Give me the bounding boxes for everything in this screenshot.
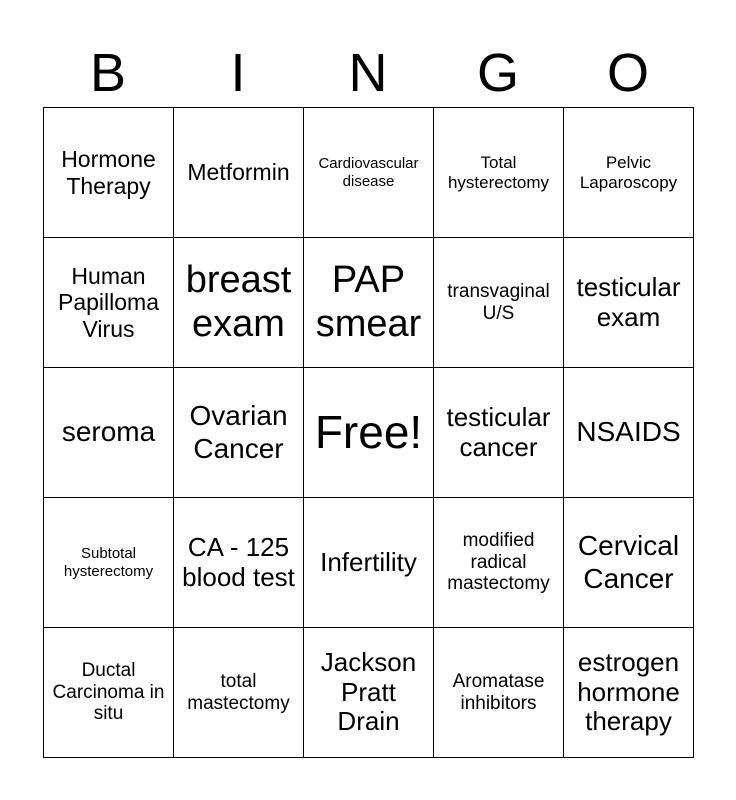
bingo-cell[interactable] xyxy=(434,108,564,238)
bingo-cell[interactable] xyxy=(44,498,174,628)
cell-label: CA - 125 blood test xyxy=(182,531,295,592)
bingo-cell[interactable] xyxy=(434,498,564,628)
cell-label: Pelvic Laparoscopy xyxy=(579,152,678,192)
cell-label: Free! xyxy=(314,406,423,459)
cell-label: Subtotal hysterectomy xyxy=(63,545,154,580)
bingo-cell[interactable] xyxy=(564,368,694,498)
bingo-cell[interactable] xyxy=(304,108,434,238)
cell-label: Ovarian Cancer xyxy=(189,400,288,464)
cell-label: Cardiovascular disease xyxy=(318,155,419,190)
bingo-cell[interactable] xyxy=(434,628,564,758)
header-letter-i: I xyxy=(230,43,246,103)
cell-label: breast exam xyxy=(185,258,292,345)
bingo-cell[interactable] xyxy=(174,108,304,238)
bingo-cell[interactable] xyxy=(564,238,694,368)
free-space-cell[interactable] xyxy=(304,368,434,498)
cell-label: Aromatase inhibitors xyxy=(452,670,545,714)
header-letter-n: N xyxy=(348,43,388,103)
bingo-header xyxy=(43,38,693,108)
bingo-cell[interactable] xyxy=(44,108,174,238)
cell-label: Hormone Therapy xyxy=(61,146,156,199)
header-letter-g: G xyxy=(476,43,519,103)
cell-label: Metformin xyxy=(187,159,290,186)
cell-label: estrogen hormone therapy xyxy=(577,646,680,737)
bingo-cell[interactable] xyxy=(564,108,694,238)
bingo-cell[interactable] xyxy=(174,238,304,368)
cell-label: seroma xyxy=(61,416,156,448)
bingo-cell[interactable] xyxy=(434,368,564,498)
bingo-cell[interactable] xyxy=(564,498,694,628)
bingo-grid xyxy=(43,107,694,758)
grid-row xyxy=(44,238,694,368)
bingo-cell[interactable] xyxy=(44,628,174,758)
bingo-cell[interactable] xyxy=(174,368,304,498)
cell-label: Jackson Pratt Drain xyxy=(320,646,417,737)
cell-label: Infertility xyxy=(320,546,417,577)
cell-label: transvaginal U/S xyxy=(447,280,550,324)
cell-label: testicular exam xyxy=(576,271,681,332)
header-letter-o: O xyxy=(606,43,649,103)
grid-row xyxy=(44,108,694,238)
cell-label: PAP smear xyxy=(315,258,422,345)
cell-label: Human Papilloma Virus xyxy=(58,262,159,342)
bingo-cell[interactable] xyxy=(304,498,434,628)
cell-label: NSAIDS xyxy=(576,416,681,448)
header-letter-b: B xyxy=(89,43,127,103)
cell-label: total mastectomy xyxy=(187,670,290,714)
bingo-cell[interactable] xyxy=(304,238,434,368)
cell-label: Ductal Carcinoma in situ xyxy=(52,659,165,725)
cell-label: testicular cancer xyxy=(446,401,551,462)
bingo-cell[interactable] xyxy=(44,238,174,368)
bingo-cell[interactable] xyxy=(304,628,434,758)
grid-row xyxy=(44,368,694,498)
bingo-cell[interactable] xyxy=(564,628,694,758)
grid-row xyxy=(44,498,694,628)
cell-label: modified radical mastectomy xyxy=(447,529,550,595)
grid-row xyxy=(44,628,694,758)
bingo-cell[interactable] xyxy=(174,628,304,758)
bingo-cell[interactable] xyxy=(434,238,564,368)
bingo-cell[interactable] xyxy=(174,498,304,628)
bingo-cell[interactable] xyxy=(44,368,174,498)
cell-label: Total hysterectomy xyxy=(447,152,550,192)
cell-label: Cervical Cancer xyxy=(577,530,680,594)
